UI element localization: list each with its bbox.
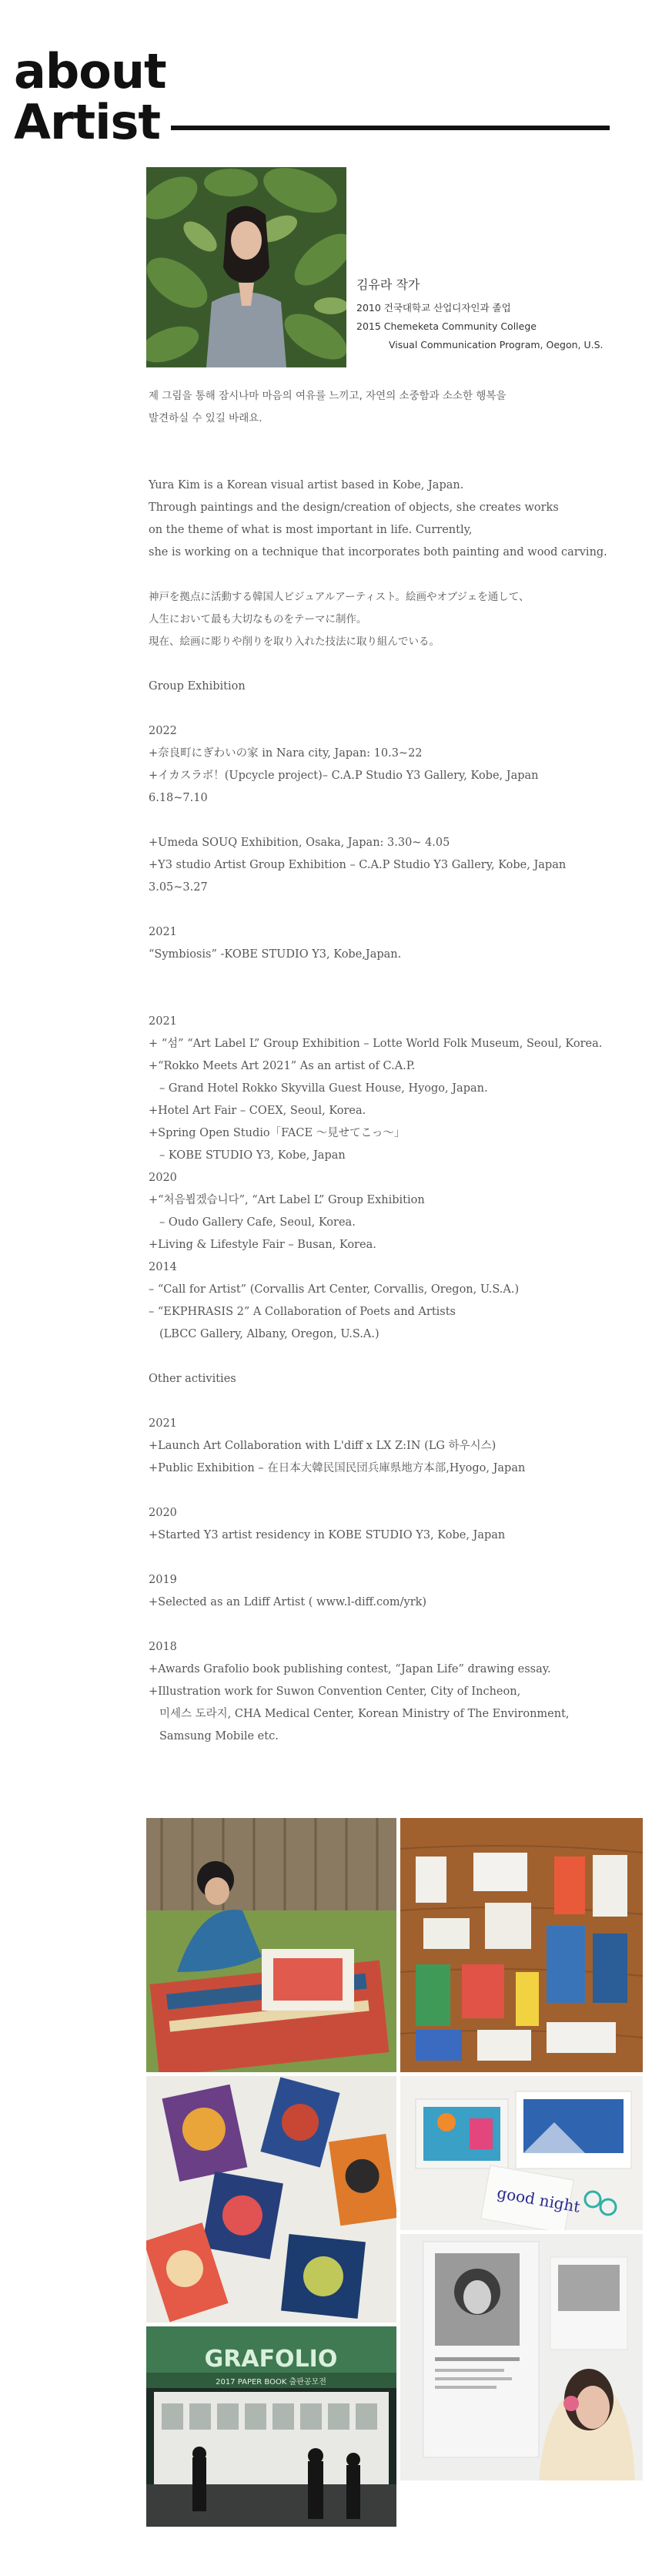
intro-kr-line: 발견하실 수 있길 바래요. [149, 412, 262, 424]
intro-jp-line: 現在、絵画に彫りや削りを取り入れた技法に取り組んでいる。 [149, 636, 440, 648]
intro-jp-line: 神戸を拠点に活動する韓国人ビジュアルアーティスト。絵画やオブジェを通して、 [149, 591, 530, 603]
exhibition-item: (LBCC Gallery, Albany, Oregon, U.S.A.) [159, 1328, 379, 1340]
exhibition-item: +Umeda SOUQ Exhibition, Osaka, Japan: 3.30~ 4.05 [149, 837, 450, 849]
exhibition-item: +“처음뵙겠습니다”, “Art Label L” Group Exhibition [149, 1194, 425, 1206]
intro-en-line: Yura Kim is a Korean visual artist based in Kobe, Japan. [149, 479, 464, 491]
exhibition-item: – “EKPHRASIS 2” A Collaboration of Poets and Artists [149, 1306, 456, 1318]
exhibition-item: +奈良町にぎわいの家 in Nara city, Japan: 10.3~22 [149, 747, 423, 760]
activity-item: Samsung Mobile etc. [159, 1730, 279, 1742]
intro-en-line: she is working on a technique that incorporates both painting and wood carving. [149, 546, 607, 558]
artist-portrait [146, 167, 346, 367]
group-exhibition-title: Group Exhibition [149, 680, 246, 693]
activity-item: +Awards Grafolio book publishing contest, “Japan Life” drawing essay. [149, 1663, 551, 1675]
intro-jp-line: 人生において最も大切なものをテーマに制作。 [149, 613, 367, 626]
artist-content [149, 385, 657, 1748]
exhibition-item: + “섬” “Art Label L” Group Exhibition – Lotte World Folk Museum, Seoul, Korea. [149, 1038, 603, 1050]
edu-line: 2015 Chemeketa Community College [356, 320, 537, 332]
exhibition-item: – “Call for Artist” (Corvallis Art Center, Corvallis, Oregon, U.S.A.) [149, 1283, 520, 1296]
edu-line: 2010 건국대학교 산업디자인과 졸업 [356, 302, 511, 314]
photo-grafolio-exhibition [146, 2326, 396, 2527]
heading-rule [171, 126, 610, 130]
intro-en-line: Through paintings and the design/creation of objects, she creates works [149, 501, 559, 514]
other-activities-title: Other activities [149, 1373, 236, 1385]
card-text: good night [495, 2183, 582, 2216]
artist-name: 김유라 작가 [356, 277, 420, 292]
year-label: 2021 [149, 1015, 177, 1028]
photo-painting-outdoors [146, 1818, 396, 2072]
artist-bio [356, 275, 603, 354]
intro-en-line: on the theme of what is most important in life. Currently, [149, 524, 473, 536]
activity-item: +Illustration work for Suwon Convention Center, City of Incheon, [149, 1685, 521, 1698]
intro-kr-line: 제 그림을 통해 잠시나마 마음의 여유를 느끼고, 자연의 소중함과 소소한 행복을 [149, 390, 507, 402]
exhibition-item: +Spring Open Studio「FACE ～見せてこっ～」 [149, 1127, 406, 1139]
photo-good-night-card [400, 2076, 643, 2230]
grafolio-banner-text: GRAFOLIO [204, 2346, 338, 2373]
exhibition-item: – Oudo Gallery Cafe, Seoul, Korea. [159, 1216, 356, 1229]
edu-line: Visual Communication Program, Oegon, U.S. [389, 339, 603, 351]
exhibition-item: +“Rokko Meets Art 2021” As an artist of C.A.P. [149, 1060, 416, 1072]
heading-line2: Artist [14, 94, 160, 150]
activity-item: +Launch Art Collaboration with L'diff x LX Z:IN (LG 하우시스) [149, 1440, 496, 1452]
photo-gallery [146, 1818, 643, 2527]
activity-item: 미세스 도라지, CHA Medical Center, Korean Ministry of The Environment, [159, 1708, 570, 1720]
activity-item: +Started Y3 artist residency in KOBE STUDIO Y3, Kobe, Japan [149, 1529, 506, 1541]
exhibition-item: 3.05~3.27 [149, 881, 208, 894]
exhibition-item: +Hotel Art Fair – COEX, Seoul, Korea. [149, 1105, 366, 1117]
photo-animal-paintings [146, 2076, 396, 2323]
exhibition-item: “Symbiosis” -KOBE STUDIO Y3, Kobe,Japan. [149, 948, 402, 961]
year-label: 2018 [149, 1641, 177, 1653]
exhibition-item: +イカスラボ！(Upcycle project)– C.A.P Studio Y3 Gallery, Kobe, Japan [149, 770, 539, 782]
photo-artist-portrait-wall [400, 2234, 643, 2480]
year-label: 2020 [149, 1172, 177, 1184]
year-label: 2019 [149, 1574, 177, 1586]
exhibition-item: 6.18~7.10 [149, 792, 208, 804]
activity-item: +Public Exhibition – 在日本大韓民国民団兵庫県地方本部,Hyogo, Japan [149, 1462, 526, 1474]
year-label: 2021 [149, 1417, 177, 1430]
heading-line1: about [14, 43, 166, 99]
about-artist-heading [14, 43, 610, 150]
exhibition-item: – Grand Hotel Rokko Skyvilla Guest House, Hyogo, Japan. [159, 1082, 488, 1095]
grafolio-banner-sub: 2017 PAPER BOOK 출판공모전 [216, 2378, 326, 2386]
exhibition-item: +Y3 studio Artist Group Exhibition – C.A.P Studio Y3 Gallery, Kobe, Japan [149, 859, 567, 871]
exhibition-item: – KOBE STUDIO Y3, Kobe, Japan [159, 1149, 346, 1162]
activity-item: +Selected as an Ldiff Artist ( www.l-diff.com/yrk) [149, 1596, 427, 1608]
year-label: 2022 [149, 725, 177, 737]
photo-small-artworks [400, 1818, 643, 2072]
exhibition-item: +Living & Lifestyle Fair – Busan, Korea. [149, 1239, 376, 1251]
year-label: 2021 [149, 926, 177, 938]
year-label: 2020 [149, 1507, 177, 1519]
year-label: 2014 [149, 1261, 177, 1273]
